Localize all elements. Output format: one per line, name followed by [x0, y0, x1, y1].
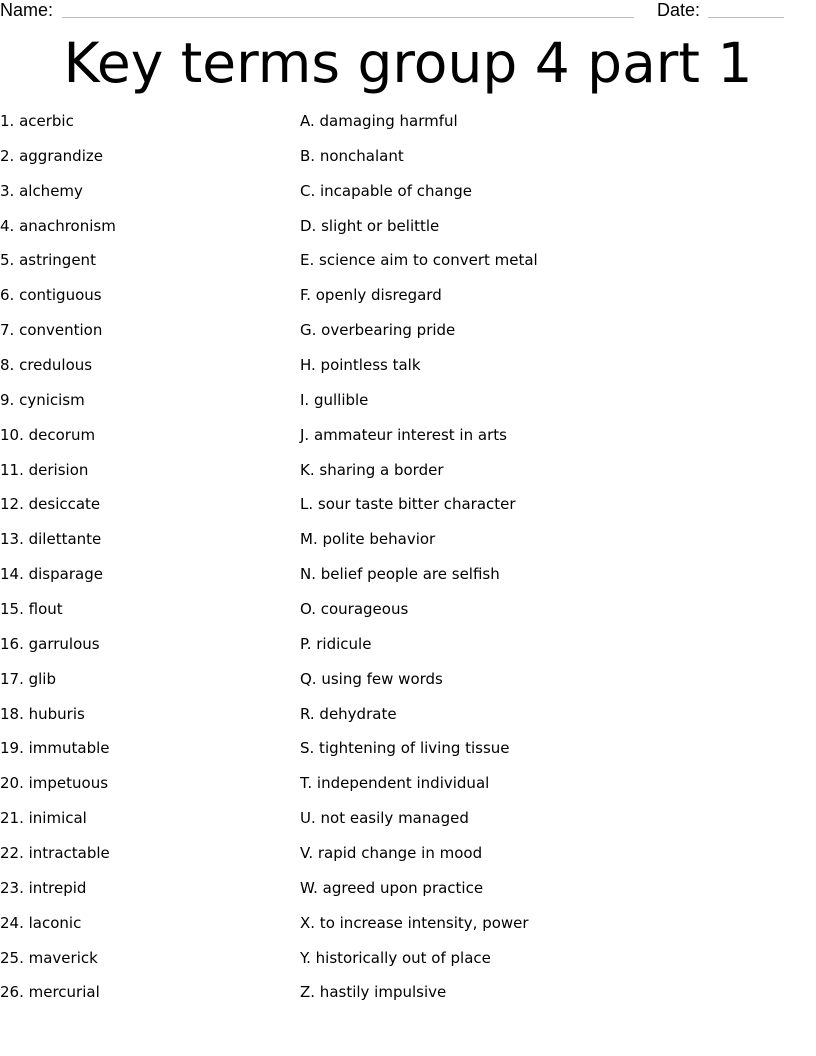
term-item: 7. convention [0, 321, 103, 340]
term-item: 16. garrulous [0, 634, 100, 653]
definition-item: Q. using few words [300, 669, 443, 688]
terms-list [0, 104, 280, 1010]
definition-item: Z. hastily impulsive [300, 983, 447, 1002]
term-item: 8. credulous [0, 356, 93, 375]
term-item: 13. dilettante [0, 530, 102, 549]
name-label: Name: [0, 0, 54, 20]
term-item: 14. disparage [0, 565, 103, 584]
definition-item: B. nonchalant [300, 146, 404, 165]
term-item: 19. immutable [0, 739, 110, 758]
definition-item: H. pointless talk [300, 356, 421, 375]
term-item: 22. intractable [0, 844, 110, 863]
definition-item: O. courageous [300, 600, 409, 619]
definition-item: T. independent individual [300, 774, 490, 793]
definition-item: U. not easily managed [300, 809, 469, 828]
term-item: 9. cynicism [0, 390, 85, 409]
term-item: 5. astringent [0, 251, 96, 270]
definition-item: R. dehydrate [300, 704, 397, 723]
definitions-list [300, 104, 800, 1010]
definition-item: P. ridicule [300, 634, 372, 653]
term-item: 12. desiccate [0, 495, 101, 514]
term-item: 15. flout [0, 600, 63, 619]
definition-item: Y. historically out of place [300, 948, 491, 967]
term-item: 23. intrepid [0, 878, 87, 897]
definition-item: D. slight or belittle [300, 216, 440, 235]
definition-item: A. damaging harmful [300, 112, 458, 130]
term-item: 25. maverick [0, 948, 98, 967]
definition-item: L. sour taste bitter character [300, 495, 516, 514]
term-item: 11. derision [0, 460, 89, 479]
definition-item: G. overbearing pride [300, 321, 456, 340]
date-label: Date: [657, 0, 701, 20]
term-item: 1. acerbic [0, 112, 74, 130]
definition-item: N. belief people are selfish [300, 565, 500, 584]
definition-item: F. openly disregard [300, 286, 442, 305]
definition-item: J. ammateur interest in arts [300, 425, 507, 444]
term-item: 6. contiguous [0, 286, 102, 305]
term-item: 20. impetuous [0, 774, 109, 793]
term-item: 4. anachronism [0, 216, 116, 235]
definition-item: X. to increase intensity, power [300, 913, 529, 932]
definition-item: S. tightening of living tissue [300, 739, 510, 758]
name-blank-line [62, 17, 634, 18]
definition-item: W. agreed upon practice [300, 878, 484, 897]
worksheet-header [0, 0, 816, 24]
term-item: 24. laconic [0, 913, 82, 932]
term-item: 26. mercurial [0, 983, 100, 1002]
term-item: 17. glib [0, 669, 57, 688]
term-item: 10. decorum [0, 425, 96, 444]
definition-item: E. science aim to convert metal [300, 251, 538, 270]
definition-item: C. incapable of change [300, 181, 472, 200]
date-blank-line [708, 17, 784, 18]
worksheet-title: Key terms group 4 part 1 [63, 31, 753, 95]
definition-item: I. gullible [300, 390, 369, 409]
term-item: 18. huburis [0, 704, 85, 723]
term-item: 3. alchemy [0, 181, 83, 200]
term-item: 21. inimical [0, 809, 87, 828]
definition-item: M. polite behavior [300, 530, 436, 549]
definition-item: V. rapid change in mood [300, 844, 483, 863]
term-item: 2. aggrandize [0, 146, 103, 165]
definition-item: K. sharing a border [300, 460, 444, 479]
